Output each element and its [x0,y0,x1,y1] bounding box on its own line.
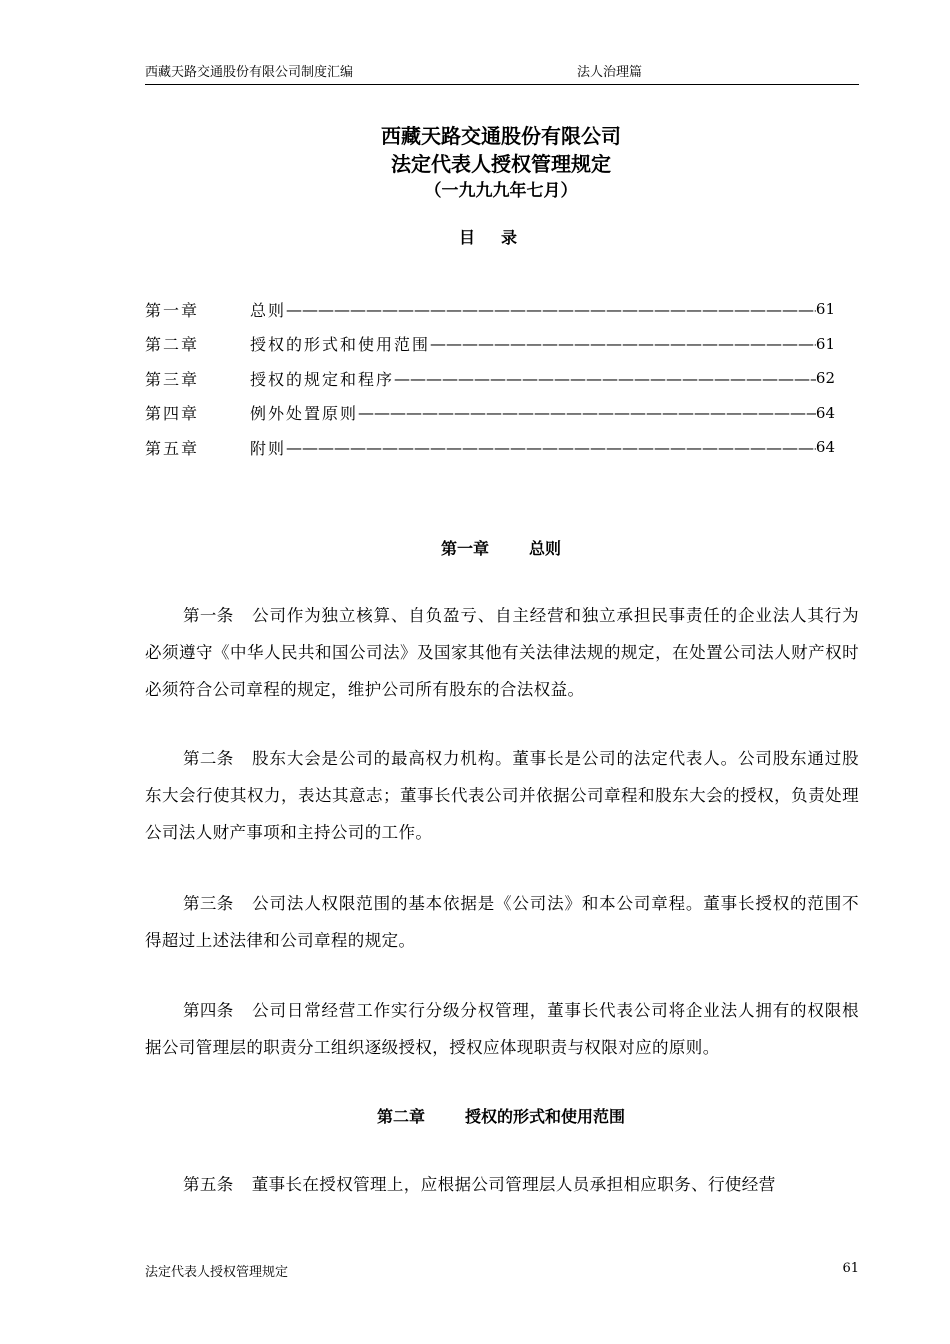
toc-leader [394,369,816,388]
article-label: 第四条 [183,1001,234,1020]
document-title: 法定代表人授权管理规定 [391,152,611,176]
toc-page-number: 61 [815,334,835,353]
company-name: 西藏天路交通股份有限公司 [381,124,621,148]
toc-chapter-number: 第五章 [145,438,200,458]
article-text: 公司法人权限范围的基本依据是《公司法》和本公司章程。董事长授权的范围不得超过上述法律和公司章程的规定。 [145,894,859,950]
chapter-heading [0,1104,950,1127]
article-label: 第二条 [183,749,234,768]
toc-item [145,327,835,362]
running-footer [145,1261,859,1280]
toc-heading: 目录 [458,228,543,247]
toc-item [145,361,835,396]
footer-title: 法定代表人授权管理规定 [145,1265,289,1280]
article-paragraph [145,885,859,959]
article-label: 第三条 [183,894,234,913]
article-text: 董事长在授权管理上，应根据公司管理层人员承担相应职务、行使经营 [251,1175,776,1194]
toc-page-number: 62 [815,369,835,388]
chapter-title: 总则 [529,539,562,558]
toc-chapter-title: 附则 [250,438,287,458]
table-of-contents [145,292,835,465]
toc-chapter-title: 例外处置原则 [250,404,359,424]
toc-leader [358,403,816,422]
document-date: （一九九九年七月） [424,181,578,201]
article-text: 公司作为独立核算、自负盈亏、自主经营和独立承担民事责任的企业法人其行为必须遵守《中华人民共和国公司法》及国家其他有关法律法规的规定，在处置公司法人财产权时必须符合公司章程的规定，维护公司所有股东的合法权益。 [145,606,859,699]
toc-leader [286,300,816,319]
toc-page-number: 64 [815,403,835,422]
chapter-title: 授权的形式和使用范围 [465,1107,626,1126]
article-label: 第一条 [183,606,234,625]
toc-chapter-title: 总则 [250,300,287,320]
header-collection-title: 西藏天路交通股份有限公司制度汇编 [145,65,354,80]
article-text: 股东大会是公司的最高权力机构。董事长是公司的法定代表人。公司股东通过股东大会行使其权力，表达其意志；董事长代表公司并依据公司章程和股东大会的授权，负责处理公司法人财产事项和主持公司的工作。 [145,749,859,842]
toc-leader [430,334,816,353]
article-paragraph [145,740,859,851]
toc-chapter-title: 授权的形式和使用范围 [250,335,431,355]
footer-page-number: 61 [842,1261,859,1276]
article-text: 公司日常经营工作实行分级分权管理，董事长代表公司将企业法人拥有的权限根据公司管理层的职责分工组织逐级授权，授权应体现职责与权限对应的原则。 [145,1001,859,1057]
chapter-heading [0,536,950,559]
document-title-block [0,122,950,204]
chapter-number: 第一章 [440,539,489,558]
article-label: 第五条 [183,1175,234,1194]
toc-item [145,396,835,431]
toc-chapter-number: 第二章 [145,335,200,355]
chapter-number: 第二章 [376,1107,425,1126]
article-paragraph [145,1166,859,1203]
toc-chapter-number: 第四章 [145,404,200,424]
toc-chapter-title: 授权的规定和程序 [250,369,395,389]
toc-item [145,292,835,327]
toc-page-number: 64 [815,438,835,457]
header-section-title: 法人治理篇 [577,65,643,80]
toc-item [145,430,835,465]
toc-leader [286,438,816,457]
running-header [145,64,859,85]
article-paragraph [145,992,859,1066]
toc-chapter-number: 第三章 [145,369,200,389]
toc-page-number: 61 [815,300,835,319]
article-paragraph [145,597,859,708]
toc-chapter-number: 第一章 [145,300,200,320]
